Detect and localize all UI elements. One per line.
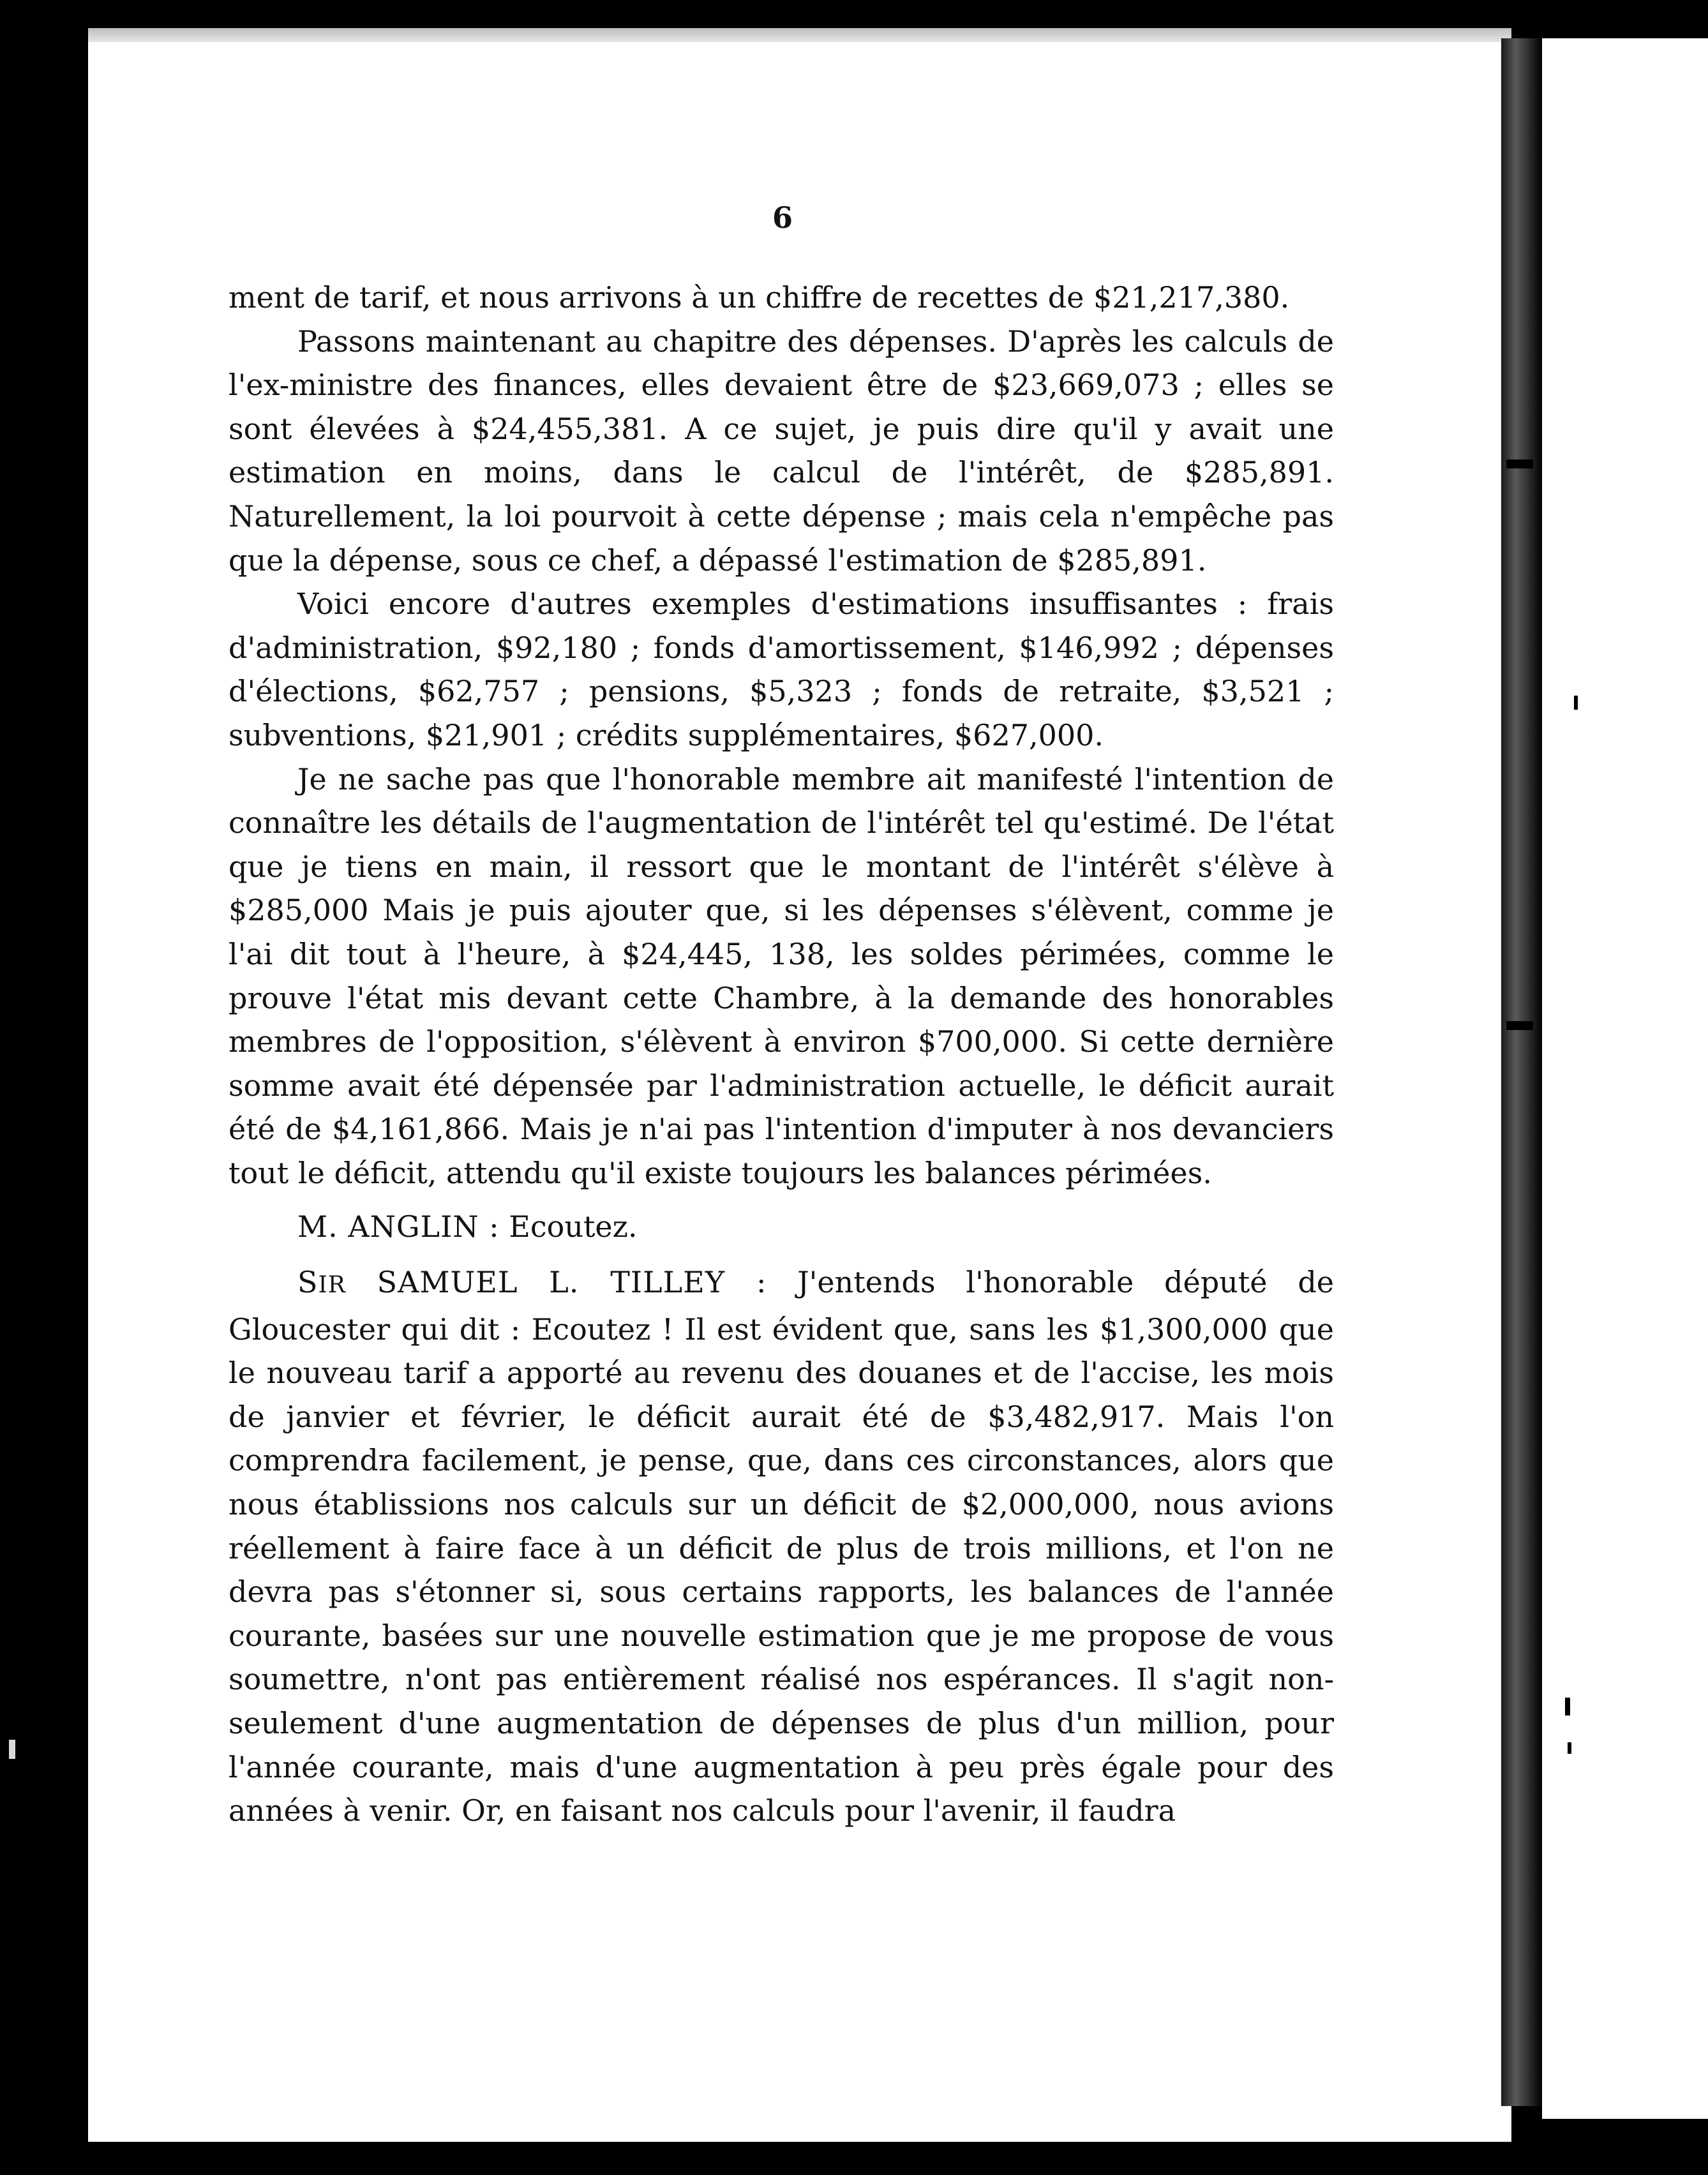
facing-page-speck xyxy=(1565,1698,1570,1715)
speaker-name: M. ANGLIN : xyxy=(297,1209,500,1244)
scan-speck xyxy=(9,1740,15,1759)
page-number: 6 xyxy=(772,200,793,235)
speech-text: J'entends l'honorable député de Gloucester qui dit : Ecoutez ! Il est évident que, sans les $1,300,000 que le nouveau tarif a apporté au revenu des douanes et de l'accise, les mois de janvier et février, le déficit aurait été de $3,482,917. Mais l'on comprendra facilement, je pense, que, dans ces circonstances, alors que nous établissions nos calculs sur un déficit de $2,000,000, nous avions réellement à faire face à un déficit de plus de trois millions, et l'on ne devra pas s'étonner si, sous certains rapports, les balances de l'année courante, basées sur une nouvelle estimation que je me propose de vous soumettre, n'ont pas entièrement réalisé nos espérances. Il s'agit non-seulement d'une augmentation de dépenses de plus d'un million, pour l'année courante, mais d'une augmentation à peu près égale pour des années à venir. Or, en faisant nos calculs pour l'avenir, il faudra xyxy=(228,1265,1334,1828)
paragraph: Voici encore d'autres exemples d'estimations insuffisantes : frais d'administration, $92,180 ; fonds d'amortissement, $146,992 ; dépenses d'élections, $62,757 ; pensions, $5,323 ; fonds de retraite, $3,521 ; subventions, $21,901 ; crédits supplémentaires, $627,000. xyxy=(228,587,1334,752)
interjection-text: Ecoutez. xyxy=(509,1209,638,1244)
paragraph: Je ne sache pas que l'honorable membre ait manifesté l'intention de connaître les détails de l'augmentation de l'intérêt tel qu'estimé. De l'état que je tiens en main, il ressort que le montant de l'intérêt s'élève à $285,000 Mais je puis ajouter que, si les dépenses s'élèvent, comme je l'ai dit tout à l'heure, à $24,445, 138, les soldes périmées, comme le prouve l'état mis devant cette Chambre, à la demande des honorables membres de l'opposition, s'élèvent à environ $700,000. Si cette dernière somme avait été dépensée par l'administration actuelle, le déficit aurait été de $4,161,866. Mais je n'ai pas l'intention d'imputer à nos devanciers tout le déficit, attendu qu'il existe toujours les balances périmées. xyxy=(228,761,1334,1190)
speaker-initial: S xyxy=(297,1265,318,1300)
paragraph: Passons maintenant au chapitre des dépenses. D'après les calculs de l'ex-ministre des finances, elles devaient être de $23,669,073 ; elles se sont élevées à $24,455,381. A ce sujet, je puis dire qu'il y avait une estimation en moins, dans le calcul de l'intérêt, de $285,891. Naturellement, la loi pourvoit à cette dépense ; mais cela n'empêche pas que la dépense, sous ce chef, a dépassé l'estimation de $285,891. xyxy=(228,324,1334,578)
interjection xyxy=(228,1205,1334,1249)
speaker-surname: SAMUEL L. TILLEY : xyxy=(345,1265,767,1300)
binding-mark xyxy=(1506,460,1533,468)
paragraph: ment de tarif, et nous arrivons à un chiffre de recettes de $21,217,380. xyxy=(228,280,1290,315)
binding-mark xyxy=(1506,1021,1533,1030)
facing-page-speck xyxy=(1574,696,1578,710)
speech-paragraph xyxy=(228,1260,1334,1833)
speaker-small-caps: IR xyxy=(318,1272,346,1299)
facing-page-speck xyxy=(1568,1742,1571,1754)
book-binding-shadow xyxy=(1501,38,1542,2106)
facing-page-edge xyxy=(1542,38,1708,2119)
speaker-name xyxy=(297,1265,767,1299)
page-body xyxy=(228,198,1334,1833)
